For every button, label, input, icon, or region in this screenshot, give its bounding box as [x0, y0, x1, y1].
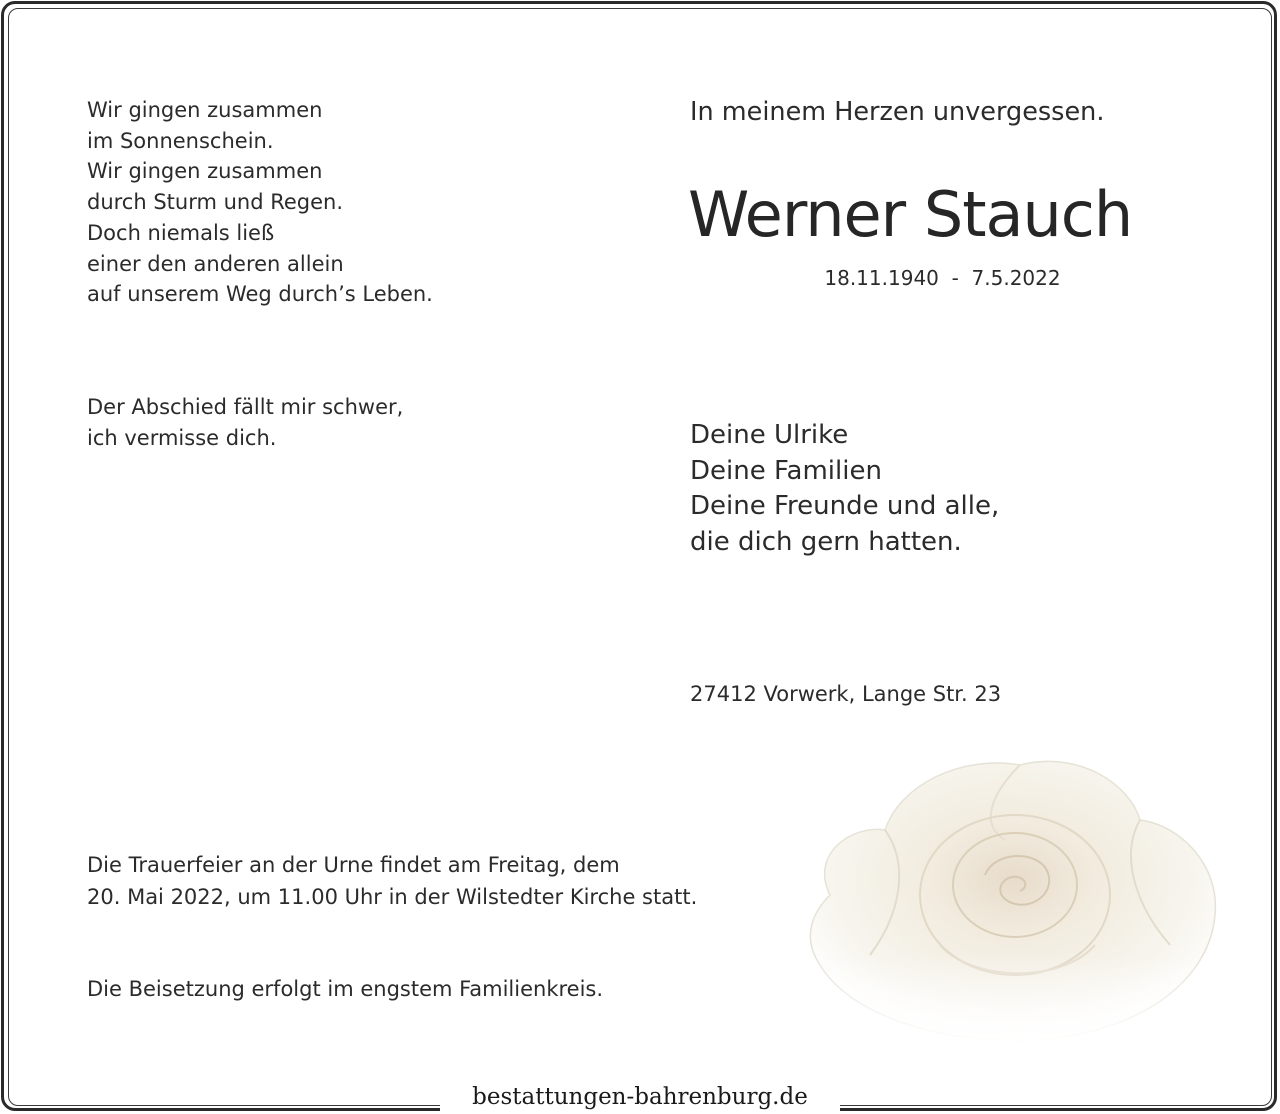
poem-line: einer den anderen allein: [87, 251, 344, 276]
deceased-name: Werner Stauch: [688, 178, 1133, 251]
mourners: [690, 418, 999, 560]
poem: [87, 95, 433, 310]
mourner-line: Deine Freunde und alle,: [690, 491, 1000, 521]
poem-line: Wir gingen zusammen: [87, 159, 323, 184]
farewell-text: [87, 392, 403, 454]
poem-line: auf unserem Weg durch’s Leben.: [87, 282, 433, 307]
mourner-line: die dich gern hatten.: [690, 526, 962, 557]
white-rose-image: [790, 745, 1230, 1045]
poem-line: Wir gingen zusammen: [87, 98, 323, 122]
burial-info: Die Beisetzung erfolgt im engstem Familienkreis.: [87, 977, 604, 1001]
footer-website: bestattungen-bahrenburg.de: [440, 1080, 840, 1114]
farewell-line: Der Abschied fällt mir schwer,: [87, 395, 404, 419]
poem-line: Doch niemals ließ: [87, 220, 275, 245]
mourner-line: Deine Ulrike: [690, 420, 849, 450]
life-dates: 18.11.1940 - 7.5.2022: [824, 266, 1061, 290]
poem-line: durch Sturm und Regen.: [87, 190, 344, 215]
address: 27412 Vorwerk, Lange Str. 23: [690, 682, 1002, 706]
mourner-line: Deine Familien: [690, 455, 882, 486]
motto: In meinem Herzen unvergessen.: [690, 97, 1105, 127]
poem-line: im Sonnenschein.: [87, 128, 274, 153]
service-line: 20. Mai 2022, um 11.00 Uhr in der Wilstedter Kirche statt.: [87, 885, 698, 909]
funeral-service-info: [87, 849, 697, 913]
service-line: Die Trauerfeier an der Urne findet am Freitag, dem: [87, 853, 620, 877]
farewell-line: ich vermisse dich.: [87, 426, 277, 450]
